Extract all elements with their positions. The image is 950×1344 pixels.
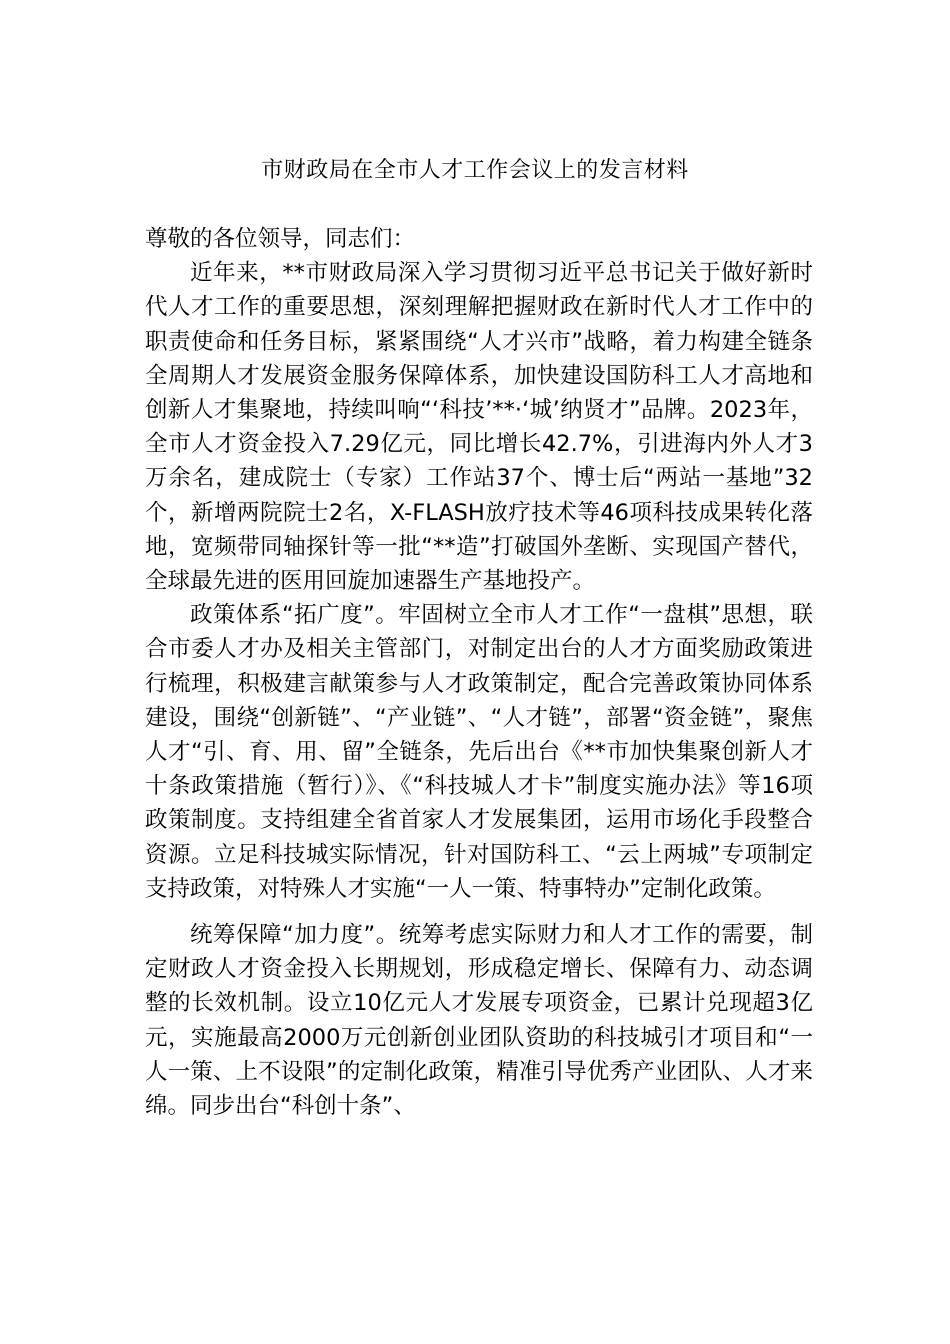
salutation: 尊敬的各位领导，同志们： xyxy=(145,226,416,252)
document-title: 市财政局在全市人才工作会议上的发言材料 xyxy=(261,158,689,183)
paragraph-funding-guarantee: 统筹保障“加力度”。统筹考虑实际财力和人才工作的需要，制定财政人才资金投入长期规划，形成稳定增长、保障有力、动态调整的长效机制。设立10亿元人才发展专项资金，已累计兑现超3亿元，实施最高2000万元创新创业团队资助的科技城引才项目和“一人一策、上不设限”的定制化政策，精准引导优秀产业团队、人才来绵。同步出台“科创十条”、 xyxy=(145,922,813,1120)
document-body xyxy=(145,222,813,1123)
paragraph-intro: 近年来，**市财政局深入学习贯彻习近平总书记关于做好新时代人才工作的重要思想，深刻理解把握财政在新时代人才工作中的职责使命和任务目标，紧紧围绕“人才兴市”战略，着力构建全链条全周期人才发展资金服务保障体系，加快建设国防科工人才高地和创新人才集聚地，持续叫响“‘科技’**·‘城’纳贤才”品牌。2023年，全市人才资金投入7.29亿元，同比增长42.7%，引进海内外人才3万余名，建成院士（专家）工作站37个、博士后“两站一基地”32个，新增两院院士2名，X-FLASH放疗技术等46项科技成果转化落地，宽频带同轴探针等一批“**造”打破国外垄断、实现国产替代，全球最先进的医用回旋加速器生产基地投产。 xyxy=(145,260,813,595)
paragraph-policy-system: 政策体系“拓广度”。牢固树立全市人才工作“一盘棋”思想，联合市委人才办及相关主管部门，对制定出台的人才方面奖励政策进行梳理，积极建言献策参与人才政策制定，配合完善政策协同体系建设，围绕“创新链”、“产业链”、“人才链”，部署“资金链”，聚焦人才“引、育、用、留”全链条，先后出台《**市加快集聚创新人才十条政策措施（暂行）》、《“科技城人才卡”制度实施办法》等16项政策制度。支持组建全省首家人才发展集团，运用市场化手段整合资源。立足科技城实际情况，针对国防科工、“云上两城”专项制定支持政策，对特殊人才实施“一人一策、特事特办”定制化政策。 xyxy=(145,602,813,902)
